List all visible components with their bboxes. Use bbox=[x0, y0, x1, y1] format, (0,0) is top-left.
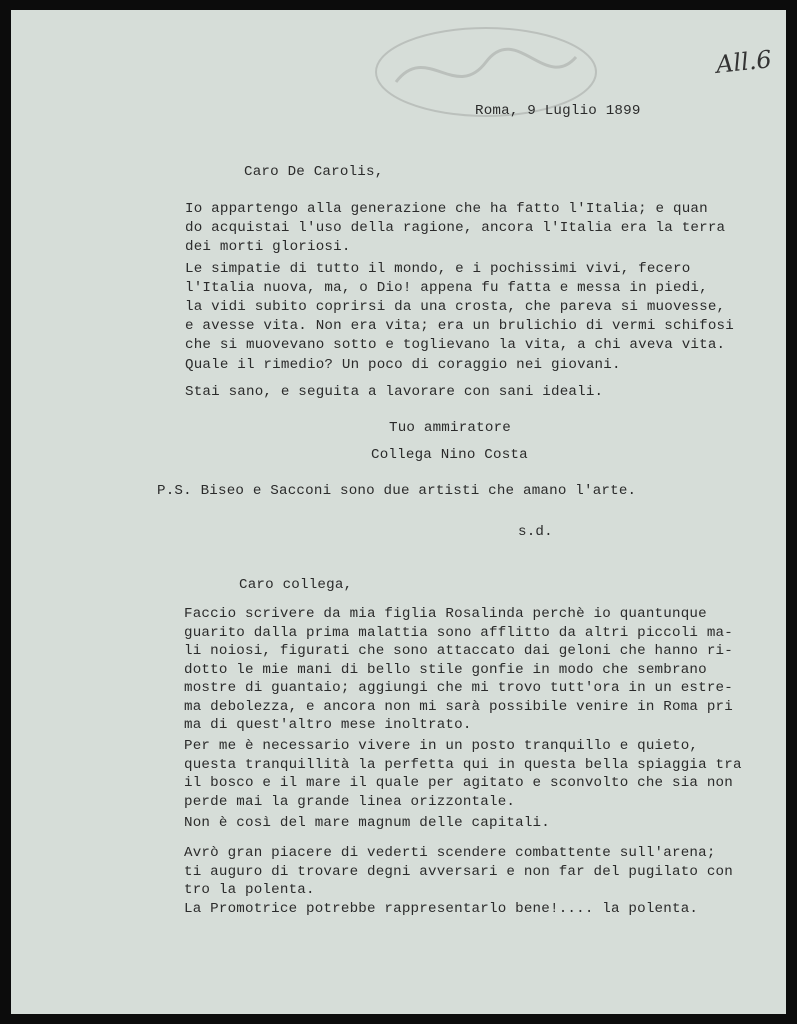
letter1-paragraph-1: Io appartengo alla generazione che ha fatto l'Italia; e quan do acquistai l'uso della ragione, ancora l'Italia era la terra dei morti gloriosi. bbox=[185, 201, 726, 255]
letter1-salutation: Caro De Carolis, bbox=[244, 164, 384, 180]
letter2-date: s.d. bbox=[518, 524, 553, 540]
letter1-postscript: P.S. Biseo e Sacconi sono due artisti che amano l'arte. bbox=[157, 483, 637, 499]
letter2-paragraph-4: Avrò gran piacere di vederti scendere combattente sull'arena; ti auguro di trovare degni avversari e non far del pugilato con tro la polenta. bbox=[184, 845, 733, 898]
letter2-paragraph-3: Non è così del mare magnum delle capitali. bbox=[184, 815, 550, 831]
letter2-paragraph-2: Per me è necessario vivere in un posto tranquillo e quieto, questa tranquillità la perfetta qui in questa bella spiaggia tra il bosco e il mare il quale per agitato e sconvolto che sia non perde mai la grande linea orizzontale. bbox=[184, 738, 742, 810]
letter2-paragraph-5: La Promotrice potrebbe rappresentarlo bene!.... la polenta. bbox=[184, 901, 699, 917]
letter1-paragraph-4: Stai sano, e seguita a lavorare con sani ideali. bbox=[185, 384, 604, 400]
letter-page bbox=[11, 10, 786, 1014]
letter1-date: Roma, 9 Luglio 1899 bbox=[475, 103, 641, 119]
letter1-paragraph-3: Quale il rimedio? Un poco di coraggio nei giovani. bbox=[185, 357, 621, 373]
letter2-salutation: Caro collega, bbox=[239, 577, 353, 593]
archive-reference-mark: All.6 bbox=[714, 45, 773, 79]
letter1-closing: Tuo ammiratore bbox=[389, 420, 511, 436]
letter1-paragraph-2: Le simpatie di tutto il mondo, e i pochissimi vivi, fecero l'Italia nuova, ma, o Dio! appena fu fatta e messa in piedi, la vidi subito coprirsi da una crosta, che pareva si muovesse, e avesse vita. Non era vita; era un brulichio di vermi schifosi che si muovevano sotto e toglievano la vita, a chi aveva vita. bbox=[185, 261, 734, 353]
letter1-signature: Collega Nino Costa bbox=[371, 447, 528, 463]
letter2-paragraph-1: Faccio scrivere da mia figlia Rosalinda perchè io quantunque guarito dalla prima malattia sono afflitto da altri piccoli ma- li noiosi, figurati che sono attaccato dai geloni che hanno ri- dotto le mie mani di bello stile gonfie in modo che sembrano mostre di guantaio; aggiungi che mi trovo tutt'ora in un estre- ma debolezza, e ancora non mi sarà possibile venire in Roma pri ma di quest'altro mese inoltrato. bbox=[184, 606, 733, 733]
